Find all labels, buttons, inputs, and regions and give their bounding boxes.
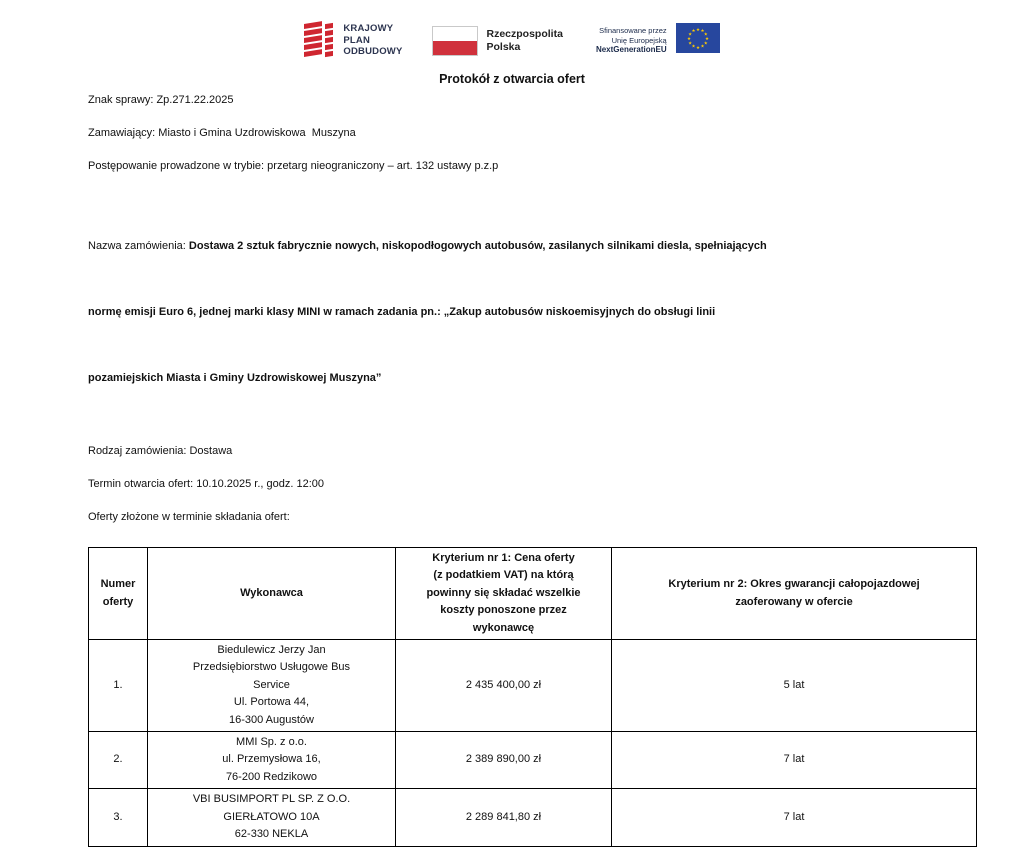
logo-strip <box>0 0 1024 62</box>
poland-line-2: Polska <box>486 40 521 53</box>
order-name-line-3: pozamiejskich Miasta i Gminy Uzdrowiskowej Muszyna” <box>88 372 382 384</box>
svg-text:★: ★ <box>695 45 700 51</box>
poland-flag-icon <box>432 26 478 56</box>
order-name-line-2: normę emisji Euro 6, jednej marki klasy MINI w ramach zadania pn.: „Zakup autobusów niskoemisyjnych do obsługi linii <box>88 306 716 318</box>
order-name-paragraph <box>88 191 936 433</box>
col-header-contractor: Wykonawca <box>148 548 396 640</box>
offer-1-number: 1. <box>89 640 148 732</box>
order-name-label: Nazwa zamówienia: <box>88 240 189 252</box>
svg-text:★: ★ <box>691 44 696 50</box>
offer-row-3 <box>89 789 977 846</box>
offers-table-header-row <box>89 548 977 640</box>
kpo-line-2: PLAN <box>343 34 371 46</box>
offer-3-warranty: 7 lat <box>612 789 977 846</box>
poland-logo-text <box>487 28 563 54</box>
kpo-logo-text <box>343 23 402 58</box>
svg-text:★: ★ <box>700 29 705 34</box>
poland-logo <box>432 26 563 56</box>
kpo-line-3: ODBUDOWY <box>343 46 403 58</box>
eu-line-3: NextGenerationEU <box>595 45 667 55</box>
procedure-mode-line: Postępowanie prowadzone w trybie: przetarg nieograniczony – art. 132 ustawy p.z.p <box>88 160 499 172</box>
order-name-bold-1: Dostawa 2 sztuk fabrycznie nowych, niskopodłogowych autobusów, zasilanych silnikami diesla, spełniających <box>188 240 767 252</box>
kpo-steps-icon <box>304 19 335 63</box>
svg-text:★: ★ <box>686 36 691 42</box>
poland-line-1: Rzeczpospolita <box>486 27 563 40</box>
col-header-offer-number: Numer oferty <box>89 548 148 640</box>
svg-text:★: ★ <box>695 27 700 33</box>
offers-intro-line: Oferty złożone w terminie składania ofert: <box>88 511 290 523</box>
case-number-line: Znak sprawy: Zp.271.22.2025 <box>88 94 234 106</box>
svg-text:★: ★ <box>703 41 708 47</box>
offer-3-contractor: VBI BUSIMPORT PL SP. Z O.O. GIERŁATOWO 10A 62-330 NEKLA <box>148 789 396 846</box>
kpo-line-1: KRAJOWY <box>343 23 394 35</box>
offer-2-number: 2. <box>89 732 148 789</box>
offer-1-contractor: Biedulewicz Jerzy Jan Przedsiębiorstwo Usługowe Bus Service Ul. Portowa 44, 16-300 Augustów <box>148 640 396 732</box>
svg-text:★: ★ <box>691 29 696 34</box>
eu-line-2: Unię Europejską <box>611 35 667 45</box>
kpo-logo <box>304 19 402 63</box>
contracting-authority-line: Zamawiający: Miasto i Gmina Uzdrowiskowa Muszyna <box>88 127 356 139</box>
offer-2-contractor: MMI Sp. z o.o. ul. Przemysłowa 16, 76-200 Redzikowo <box>148 732 396 789</box>
offer-1-price: 2 435 400,00 zł <box>396 640 612 732</box>
eu-funding-logo <box>596 23 720 58</box>
eu-logo-text <box>596 26 667 55</box>
offer-3-price: 2 289 841,80 zł <box>396 789 612 846</box>
offer-2-price: 2 389 890,00 zł <box>396 732 612 789</box>
order-name-line-1 <box>88 235 936 257</box>
svg-text:★: ★ <box>687 32 692 38</box>
col-header-criterion-2-warranty: Kryterium nr 2: Okres gwarancji całopojazdowej zaoferowany w ofercie <box>612 548 977 640</box>
offer-1-warranty: 5 lat <box>612 640 977 732</box>
eu-line-1: Sfinansowane przez <box>599 26 667 36</box>
offer-row-1 <box>89 640 977 732</box>
document-title: Protokół z otwarcia ofert <box>439 72 585 86</box>
offer-2-warranty: 7 lat <box>612 732 977 789</box>
offers-table <box>88 547 977 847</box>
svg-text:★: ★ <box>700 44 705 50</box>
offer-3-number: 3. <box>89 789 148 846</box>
svg-text:★: ★ <box>687 41 692 47</box>
document-body <box>88 92 936 525</box>
offer-row-2 <box>89 732 977 789</box>
order-type-line: Rodzaj zamówienia: Dostawa <box>88 445 233 457</box>
eu-flag-icon <box>676 23 720 58</box>
col-header-criterion-1-price: Kryterium nr 1: Cena oferty (z podatkiem VAT) na którą powinny się składać wszelkie koszty ponoszone przez wykonawcę <box>396 548 612 640</box>
svg-text:★: ★ <box>703 32 708 38</box>
opening-date-line: Termin otwarcia ofert: 10.10.2025 r., godz. 12:00 <box>88 478 325 490</box>
svg-text:★: ★ <box>704 36 709 42</box>
